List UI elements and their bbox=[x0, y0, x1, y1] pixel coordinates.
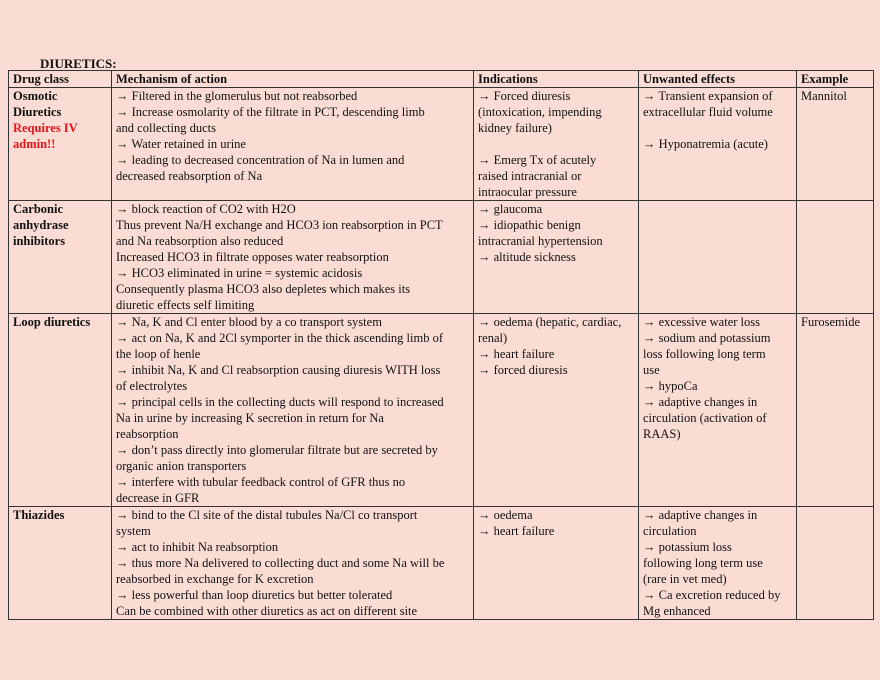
cell-line: circulation (activation of bbox=[643, 411, 767, 425]
cell-line: → Transient expansion of bbox=[643, 89, 773, 103]
diuretics-table bbox=[8, 70, 874, 620]
header-indications: Indications bbox=[474, 71, 639, 88]
cell-line: → act on Na, K and 2Cl symporter in the thick ascending limb of bbox=[116, 331, 444, 345]
cell-line: Osmotic bbox=[13, 89, 58, 103]
mechanism-cell bbox=[112, 314, 474, 507]
cell-line: RAAS) bbox=[643, 427, 681, 441]
indications-cell bbox=[474, 201, 639, 314]
mechanism-cell bbox=[112, 88, 474, 201]
cell-line: → interfere with tubular feedback control of GFR thus no bbox=[116, 475, 406, 489]
cell-line: (rare in vet med) bbox=[643, 572, 727, 586]
unwanted-effects-cell bbox=[639, 507, 797, 620]
example-cell bbox=[797, 88, 874, 201]
cell-line: → adaptive changes in bbox=[643, 508, 758, 522]
table-header-row bbox=[9, 71, 874, 88]
cell-line: intracranial hypertension bbox=[478, 234, 603, 248]
cell-line: → bind to the Cl site of the distal tubules Na/Cl co transport bbox=[116, 508, 418, 522]
cell-line: → oedema bbox=[478, 508, 533, 522]
cell-line: Mg enhanced bbox=[643, 604, 711, 618]
cell-line: → Na, K and Cl enter blood by a co transport system bbox=[116, 315, 382, 329]
example-cell bbox=[797, 201, 874, 314]
cell-line: → don’t pass directly into glomerular filtrate but are secreted by bbox=[116, 443, 438, 457]
cell-line: → oedema (hepatic, cardiac, bbox=[478, 315, 622, 329]
drug-warning-note: admin!! bbox=[13, 137, 56, 151]
drug-class-cell bbox=[9, 88, 112, 201]
drug-warning-note: Requires IV bbox=[13, 121, 78, 135]
drug-class-cell bbox=[9, 507, 112, 620]
indications-cell bbox=[474, 507, 639, 620]
cell-line: renal) bbox=[478, 331, 508, 345]
cell-line: → act to inhibit Na reabsorption bbox=[116, 540, 279, 554]
cell-line: and Na reabsorption also reduced bbox=[116, 234, 284, 248]
cell-line: → excessive water loss bbox=[643, 315, 760, 329]
cell-line: reabsorption bbox=[116, 427, 179, 441]
cell-line: Consequently plasma HCO3 also depletes which makes its bbox=[116, 282, 411, 296]
header-mechanism: Mechanism of action bbox=[112, 71, 474, 88]
cell-line: reabsorbed in exchange for K excretion bbox=[116, 572, 314, 586]
cell-line: Thus prevent Na/H exchange and HCO3 ion reabsorption in PCT bbox=[116, 218, 443, 232]
cell-line: → HCO3 eliminated in urine = systemic acidosis bbox=[116, 266, 363, 280]
cell-line: raised intracranial or bbox=[478, 169, 582, 183]
cell-line: → Water retained in urine bbox=[116, 137, 246, 151]
cell-line: the loop of henle bbox=[116, 347, 201, 361]
cell-line: → adaptive changes in bbox=[643, 395, 758, 409]
cell-line: Diuretics bbox=[13, 105, 62, 119]
table-row bbox=[9, 88, 874, 201]
unwanted-effects-cell bbox=[639, 201, 797, 314]
cell-line: Thiazides bbox=[13, 508, 65, 522]
cell-line: → Ca excretion reduced by bbox=[643, 588, 781, 602]
cell-line: of electrolytes bbox=[116, 379, 188, 393]
cell-line: → Emerg Tx of acutely bbox=[478, 153, 597, 167]
cell-line: → Forced diuresis bbox=[478, 89, 571, 103]
cell-line: → idiopathic benign bbox=[478, 218, 581, 232]
cell-line: diuretic effects self limiting bbox=[116, 298, 255, 312]
cell-line: kidney failure) bbox=[478, 121, 552, 135]
cell-line: and collecting ducts bbox=[116, 121, 216, 135]
cell-line: → altitude sickness bbox=[478, 250, 576, 264]
cell-line: system bbox=[116, 524, 151, 538]
cell-line bbox=[478, 136, 634, 152]
cell-line: decrease in GFR bbox=[116, 491, 200, 505]
unwanted-effects-cell bbox=[639, 88, 797, 201]
cell-line: use bbox=[643, 363, 660, 377]
cell-line: Na in urine by increasing K secretion in return for Na bbox=[116, 411, 384, 425]
cell-line: → hypoCa bbox=[643, 379, 698, 393]
cell-line: intraocular pressure bbox=[478, 185, 577, 199]
cell-line: Loop diuretics bbox=[13, 315, 91, 329]
header-drug-class: Drug class bbox=[9, 71, 112, 88]
cell-line: organic anion transporters bbox=[116, 459, 247, 473]
header-unwanted-effects: Unwanted effects bbox=[639, 71, 797, 88]
example-cell bbox=[797, 507, 874, 620]
cell-line: inhibitors bbox=[13, 234, 66, 248]
indications-cell bbox=[474, 88, 639, 201]
cell-line: → inhibit Na, K and Cl reabsorption causing diuresis WITH loss bbox=[116, 363, 441, 377]
cell-line: Increased HCO3 in filtrate opposes water reabsorption bbox=[116, 250, 389, 264]
cell-line: circulation bbox=[643, 524, 697, 538]
cell-line: decreased reabsorption of Na bbox=[116, 169, 263, 183]
cell-line: → heart failure bbox=[478, 524, 555, 538]
cell-line: following long term use bbox=[643, 556, 763, 570]
cell-line: → block reaction of CO2 with H2O bbox=[116, 202, 296, 216]
cell-line: anhydrase bbox=[13, 218, 69, 232]
drug-class-cell bbox=[9, 201, 112, 314]
cell-line: → sodium and potassium bbox=[643, 331, 771, 345]
mechanism-cell bbox=[112, 507, 474, 620]
cell-line: → glaucoma bbox=[478, 202, 543, 216]
cell-line: → forced diuresis bbox=[478, 363, 568, 377]
cell-line: → Increase osmolarity of the filtrate in PCT, descending limb bbox=[116, 105, 425, 119]
example-drug: Mannitol bbox=[801, 89, 847, 103]
page-title: DIURETICS: bbox=[40, 56, 117, 71]
table-row bbox=[9, 201, 874, 314]
cell-line: (intoxication, impending bbox=[478, 105, 602, 119]
cell-line: → Filtered in the glomerulus but not reabsorbed bbox=[116, 89, 358, 103]
cell-line: → potassium loss bbox=[643, 540, 732, 554]
cell-line bbox=[643, 120, 792, 136]
cell-line: → Hyponatremia (acute) bbox=[643, 137, 768, 151]
cell-line: → thus more Na delivered to collecting duct and some Na will be bbox=[116, 556, 445, 570]
cell-line: → less powerful than loop diuretics but better tolerated bbox=[116, 588, 393, 602]
header-example: Example bbox=[797, 71, 874, 88]
indications-cell bbox=[474, 314, 639, 507]
cell-line: loss following long term bbox=[643, 347, 766, 361]
cell-line: → principal cells in the collecting ducts will respond to increased bbox=[116, 395, 444, 409]
unwanted-effects-cell bbox=[639, 314, 797, 507]
cell-line: → leading to decreased concentration of Na in lumen and bbox=[116, 153, 405, 167]
mechanism-cell bbox=[112, 201, 474, 314]
cell-line: extracellular fluid volume bbox=[643, 105, 773, 119]
drug-class-cell bbox=[9, 314, 112, 507]
example-drug: Furosemide bbox=[801, 315, 861, 329]
cell-line: Carbonic bbox=[13, 202, 63, 216]
table-row bbox=[9, 507, 874, 620]
example-cell bbox=[797, 314, 874, 507]
cell-line: → heart failure bbox=[478, 347, 555, 361]
table-row bbox=[9, 314, 874, 507]
cell-line: Can be combined with other diuretics as act on different site bbox=[116, 604, 418, 618]
